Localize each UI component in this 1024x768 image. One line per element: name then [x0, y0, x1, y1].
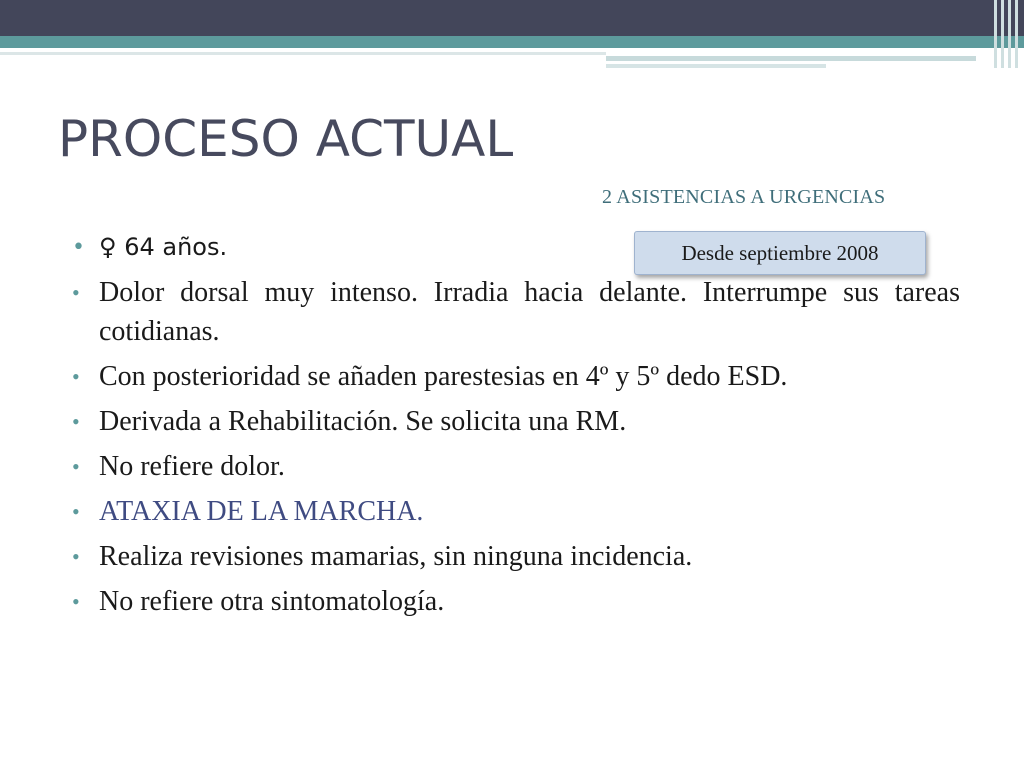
header-band-light: [606, 56, 976, 61]
header-stripe: [1001, 0, 1004, 68]
date-note-box: Desde septiembre 2008: [634, 231, 926, 275]
header-stripe: [1015, 0, 1018, 68]
bullet-text: Dolor dorsal muy intenso. Irradia hacia delante. Interrumpe sus tareas cotidianas.: [99, 277, 960, 347]
header-band-grey: [0, 52, 606, 55]
bullet-text: No refiere dolor.: [99, 451, 285, 482]
bullet-item: [72, 228, 960, 267]
bullet-item: [72, 402, 960, 441]
bullet-icon: •: [72, 499, 80, 524]
bullet-list: [72, 228, 960, 627]
bullet-text: Con posterioridad se añaden parestesias en 4º y 5º dedo ESD.: [99, 361, 788, 392]
header-band-teal: [0, 36, 1024, 48]
bullet-text: Realiza revisiones mamarias, sin ninguna incidencia.: [99, 541, 693, 572]
bullet-item: [72, 537, 960, 576]
bullet-text: Derivada a Rehabilitación. Se solicita una RM.: [99, 406, 627, 437]
header-stripe: [994, 0, 997, 68]
bullet-item: [72, 582, 960, 621]
bullet-text: ♀ 64 años.: [99, 233, 228, 261]
bullet-item: [72, 357, 960, 396]
header-stripe: [1008, 0, 1011, 68]
bullet-text: ATAXIA DE LA MARCHA.: [99, 496, 424, 527]
bullet-icon: •: [72, 589, 80, 614]
header-band-lighter: [606, 64, 826, 68]
slide-subtitle: 2 ASISTENCIAS A URGENCIAS: [602, 186, 886, 208]
bullet-item: [72, 447, 960, 486]
bullet-icon: •: [72, 409, 80, 434]
bullet-icon: •: [72, 454, 80, 479]
bullet-icon: •: [72, 544, 80, 569]
header-band-dark: [0, 0, 1024, 36]
bullet-text: No refiere otra sintomatología.: [99, 586, 445, 617]
bullet-item-highlighted: [72, 492, 960, 531]
bullet-icon: •: [72, 280, 80, 305]
bullet-icon: •: [72, 364, 80, 389]
bullet-item: [72, 273, 960, 351]
slide-title: PROCESO ACTUAL: [58, 110, 514, 168]
bullet-icon: •: [72, 235, 85, 260]
